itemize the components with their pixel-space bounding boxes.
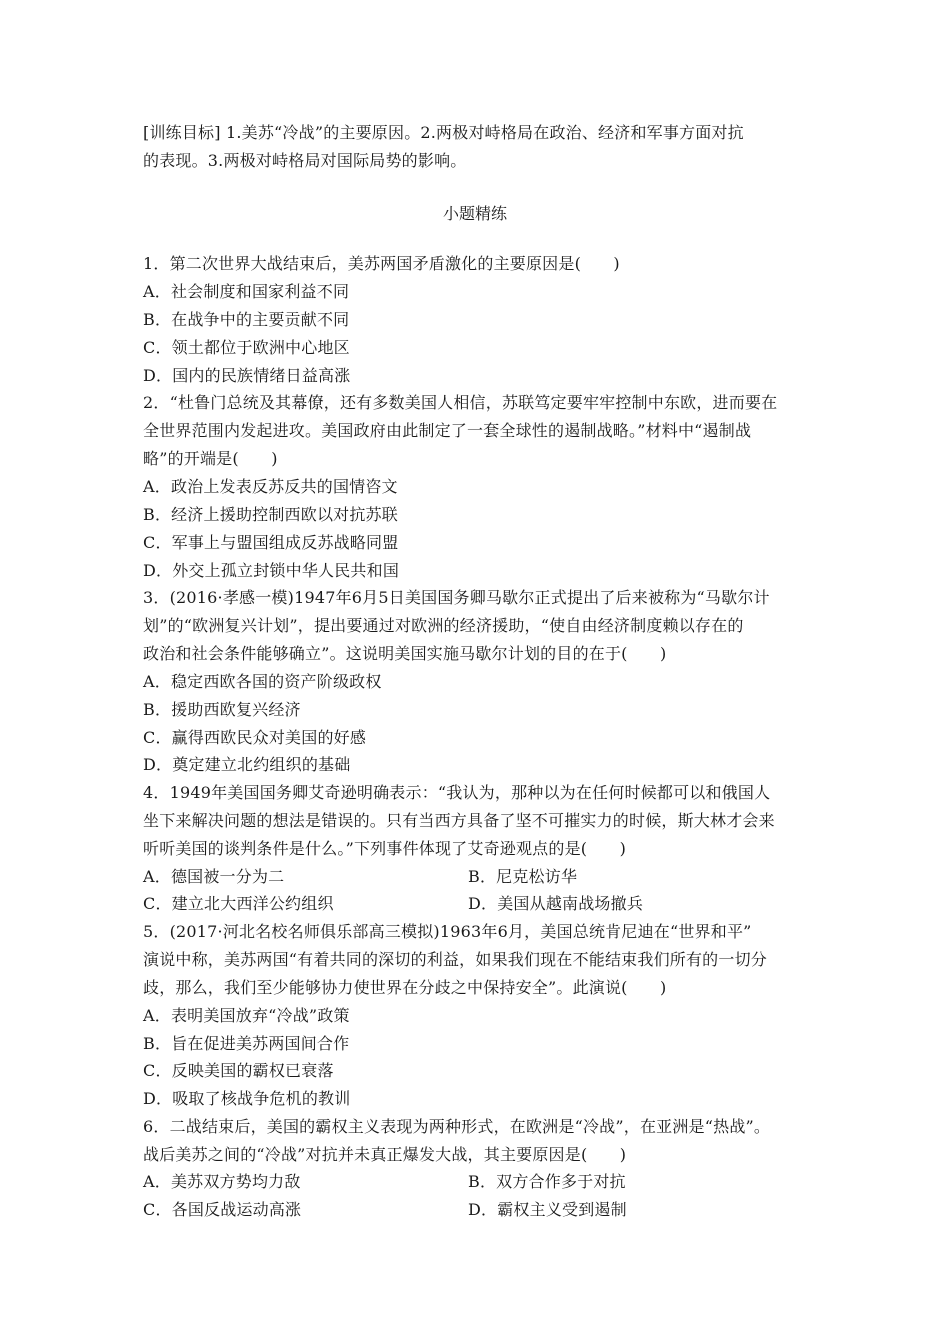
q6-option-a: A．美苏双方势均力敌 [143,1172,301,1191]
q4-option-d: D．美国从越南战场撤兵 [468,894,644,913]
q3-option-c: C．赢得西欧民众对美国的好感 [143,728,367,747]
q4-stem-line-3: 听听美国的谈判条件是什么。”下列事件体现了艾奇逊观点的是( ) [143,839,627,858]
section-title: 小题精练 [442,204,507,223]
training-goal-line-2: 的表现。3.两极对峙格局对国际局势的影响。 [143,151,467,170]
training-goal-line-1: [训练目标] 1.美苏“冷战”的主要原因。2.两极对峙格局在政治、经济和军事方面对抗 [143,123,744,142]
q1-option-b: B．在战争中的主要贡献不同 [143,310,350,329]
q4-option-c: C．建立北大西洋公约组织 [143,894,334,913]
q3-option-d: D．奠定建立北约组织的基础 [143,755,351,774]
q6-stem-line-2: 战后美苏之间的“冷战”对抗并未真正爆发大战，其主要原因是( ) [143,1145,627,1164]
q1-stem: 1．第二次世界大战结束后，美苏两国矛盾激化的主要原因是( ) [143,254,620,273]
q1-option-d: D．国内的民族情绪日益高涨 [143,366,351,385]
q1-option-a: A．社会制度和国家利益不同 [143,282,350,301]
q2-stem-line-3: 略”的开端是( ) [143,449,278,468]
q3-stem-line-2: 划”的“欧洲复兴计划”，提出要通过对欧洲的经济援助，“使自由经济制度赖以存在的 [143,616,744,635]
q6-option-d: D．霸权主义受到遏制 [468,1200,627,1219]
q4-option-b: B．尼克松访华 [468,867,578,886]
q2-option-d: D．外交上孤立封锁中华人民共和国 [143,561,400,580]
q2-option-c: C．军事上与盟国组成反苏战略同盟 [143,533,399,552]
q4-option-a: A．德国被一分为二 [143,867,285,886]
q3-option-b: B．援助西欧复兴经济 [143,700,301,719]
q4-stem-line-2: 坐下来解决问题的想法是错误的。只有当西方具备了坚不可摧实力的时候，斯大林才会来 [143,811,775,830]
q2-option-a: A．政治上发表反苏反共的国情咨文 [143,477,398,496]
q5-stem-line-1: 5．(2017·河北名校名师俱乐部高三模拟)1963年6月，美国总统肯尼迪在“世界和平” [143,922,752,941]
q5-option-b: B．旨在促进美苏两国间合作 [143,1034,350,1053]
q1-option-c: C．领土都位于欧洲中心地区 [143,338,350,357]
q6-option-b: B．双方合作多于对抗 [468,1172,626,1191]
q5-option-d: D．吸取了核战争危机的教训 [143,1089,351,1108]
q3-option-a: A．稳定西欧各国的资产阶级政权 [143,672,382,691]
q3-stem-line-1: 3．(2016·孝感一模)1947年6月5日美国国务卿马歇尔正式提出了后来被称为“马歇尔计 [143,588,770,607]
q4-stem-line-1: 4．1949年美国国务卿艾奇逊明确表示：“我认为，那种以为在任何时候都可以和俄国人 [143,783,771,802]
q2-option-b: B．经济上援助控制西欧以对抗苏联 [143,505,398,524]
q6-option-c: C．各国反战运动高涨 [143,1200,302,1219]
q5-stem-line-2: 演说中称，美苏两国“有着共同的深切的利益，如果我们现在不能结束我们所有的一切分 [143,950,767,969]
q2-stem-line-2: 全世界范围内发起进攻。美国政府由此制定了一套全球性的遏制战略。”材料中“遏制战 [143,421,752,440]
q5-option-a: A．表明美国放弃“冷战”政策 [143,1006,350,1025]
q3-stem-line-3: 政治和社会条件能够确立”。这说明美国实施马歇尔计划的目的在于( ) [143,644,667,663]
q5-stem-line-3: 歧，那么，我们至少能够协力使世界在分歧之中保持安全”。此演说( ) [143,978,667,997]
q2-stem-line-1: 2．“杜鲁门总统及其幕僚，还有多数美国人相信，苏联笃定要牢牢控制中东欧，进而要在 [143,393,778,412]
q6-stem-line-1: 6．二战结束后，美国的霸权主义表现为两种形式，在欧洲是“冷战”，在亚洲是“热战”。 [143,1117,771,1136]
q5-option-c: C．反映美国的霸权已衰落 [143,1061,334,1080]
